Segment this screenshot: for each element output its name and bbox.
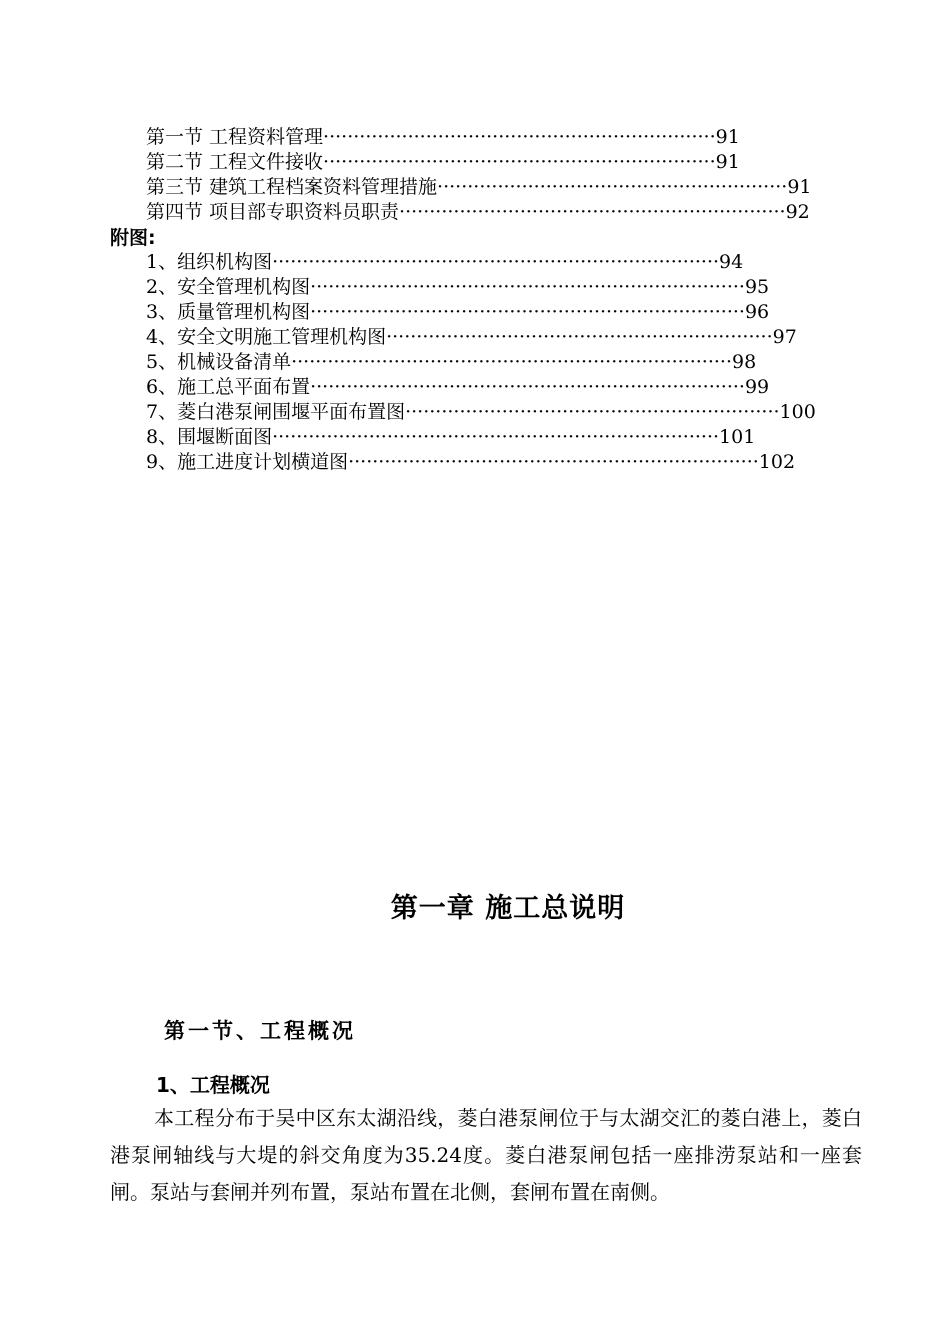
toc-entry-title: 5、机械设备清单 — [146, 351, 292, 373]
toc-leader-dots: ·························································· — [437, 176, 788, 198]
toc-leader-dots: ······························································ — [405, 401, 780, 423]
toc-page-number: 92 — [785, 201, 810, 223]
toc-entry-title: 8、围堰断面图 — [146, 426, 273, 448]
toc-leader-dots: ································································· — [323, 151, 716, 173]
toc-page-number: 91 — [787, 176, 812, 198]
toc-leader-dots: ·········································································· — [272, 426, 720, 448]
toc-entry-figure-2 — [146, 275, 769, 299]
toc-page-number: 101 — [719, 426, 756, 448]
toc-leader-dots: ···································································· — [348, 451, 759, 473]
toc-leader-dots: ·········································································· — [272, 251, 720, 273]
subsection-title: 1、工程概况 — [156, 1073, 270, 1097]
toc-page-number: 95 — [744, 276, 770, 298]
toc-entry-title: 第一节 工程资料管理 — [146, 126, 324, 148]
toc-entry-title: 2、安全管理机构图 — [146, 276, 311, 298]
toc-page-number: 100 — [779, 401, 816, 423]
toc-entry-title: 第三节 建筑工程档案资料管理措施 — [146, 176, 438, 198]
toc-leader-dots: ································································ — [386, 326, 773, 348]
toc-leader-dots: ········································································ — [310, 301, 745, 323]
toc-page-number: 102 — [758, 451, 796, 473]
toc-entry-title: 第四节 项目部专职资料员职责 — [146, 201, 400, 223]
toc-page-number: 99 — [744, 376, 770, 398]
toc-page-number: 94 — [719, 251, 744, 273]
toc-page-number: 91 — [715, 126, 740, 148]
body-paragraph: 本工程分布于吴中区东太湖沿线，菱白港泵闸位于与太湖交汇的菱白港上，菱白港泵闸轴线与大堤的斜交角度为35.24度。菱白港泵闸包括一座排涝泵站和一座套闸。泵站与套闸并列布置，泵站布置在北侧，套闸布置在南侧。 — [110, 1106, 862, 1204]
toc-entry-title: 6、施工总平面布置 — [146, 376, 311, 398]
toc-entry-figure-4 — [146, 325, 797, 349]
toc-entry-section-2 — [146, 150, 740, 174]
toc-entry-section-1 — [146, 125, 740, 149]
toc-entry-figure-6 — [146, 375, 769, 399]
toc-entry-section-3 — [146, 175, 812, 199]
toc-leader-dots: ········································································· — [291, 351, 732, 373]
toc-entry-title: 3、质量管理机构图 — [146, 301, 311, 323]
toc-entry-figure-9 — [146, 450, 795, 474]
toc-page-number: 91 — [715, 151, 740, 173]
chapter-title: 第一章 施工总说明 — [390, 893, 626, 924]
toc-entry-figure-7 — [146, 400, 816, 424]
toc-entry-figure-8 — [146, 425, 755, 449]
toc-entry-section-4 — [146, 200, 810, 224]
toc-leader-dots: ································································ — [399, 201, 786, 223]
toc-entry-title: 第二节 工程文件接收 — [146, 151, 324, 173]
toc-entry-title: 4、安全文明施工管理机构图 — [146, 326, 387, 348]
toc-entry-title: 9、施工进度计划横道图 — [146, 451, 349, 473]
toc-entry-title: 1、组织机构图 — [146, 251, 273, 273]
toc-figures-heading: 附图: — [110, 227, 156, 249]
toc-page-number: 98 — [731, 351, 757, 373]
toc-entry-figure-5 — [146, 350, 756, 374]
toc-page-number: 96 — [744, 301, 770, 323]
toc-entry-figure-1 — [146, 250, 743, 274]
toc-entry-title: 7、菱白港泵闸围堰平面布置图 — [146, 401, 406, 423]
toc-leader-dots: ································································· — [323, 126, 716, 148]
toc-entry-figure-3 — [146, 300, 769, 324]
section-title: 第一节、工程概况 — [164, 1019, 356, 1043]
toc-leader-dots: ········································································ — [310, 376, 745, 398]
toc-leader-dots: ········································································ — [310, 276, 745, 298]
toc-page-number: 97 — [772, 326, 797, 348]
